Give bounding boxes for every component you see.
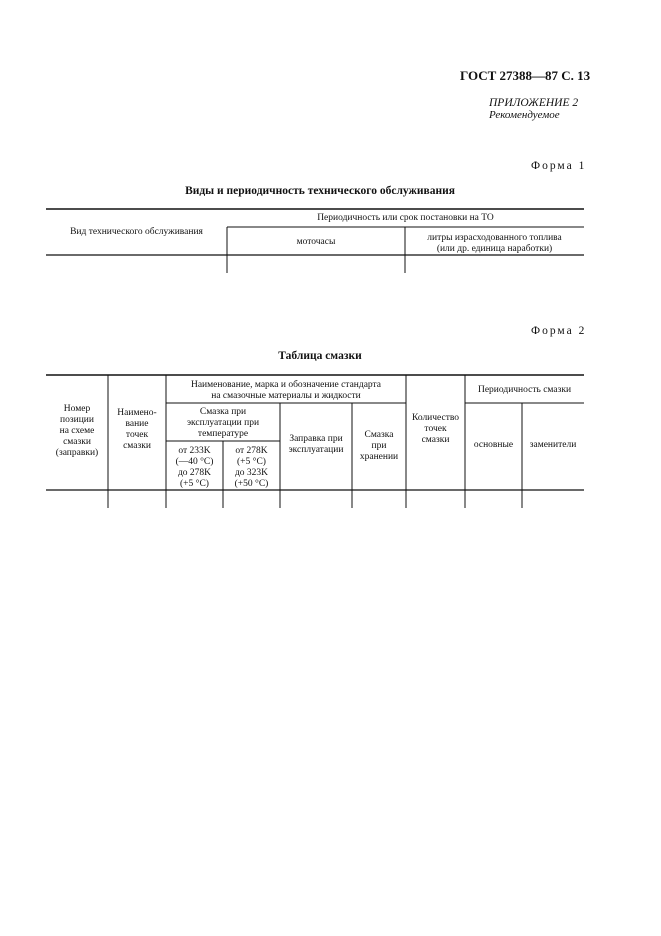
- col-substitute: заменители: [529, 440, 577, 450]
- col-operation-temp: Смазка при эксплуатации при температуре: [186, 407, 260, 439]
- col-maintenance-type: Вид технического обслуживания: [70, 227, 203, 237]
- col-storage-lubrication: Смазка при хранении: [359, 430, 399, 462]
- col-periodicity: Периодичность или срок постановки на ТО: [317, 213, 494, 223]
- col-refuel-operation: Заправка при эксплуатации: [288, 434, 344, 455]
- col-temp-high: от 278K (+5 °C) до 323K (+50 °C): [234, 446, 269, 489]
- form2-label: Форма 2: [531, 325, 587, 337]
- col-lubricant-grade: Наименование, марка и обозначение стандарта на смазочные материалы и жидкости: [190, 380, 382, 401]
- col-position-number: Номер позиции на схеме смазки (заправки): [55, 404, 99, 458]
- col-point-name: Наимено- вание точек смазки: [117, 408, 157, 451]
- form2-title: Таблица смазки: [278, 350, 362, 362]
- col-lubrication-period: Периодичность смазки: [477, 385, 572, 395]
- col-engine-hours: моточасы: [296, 237, 336, 247]
- standard-header: ГОСТ 27388—87 С. 13: [460, 68, 591, 83]
- col-point-count: Количество точек смазки: [411, 413, 460, 445]
- col-temp-low: от 233K (—40 °C) до 278K (+5 °C): [175, 446, 214, 489]
- appendix-label: ПРИЛОЖЕНИЕ 2: [489, 97, 579, 109]
- form1-title: Виды и периодичность технического обслуживания: [185, 185, 455, 197]
- appendix-status: Рекомендуемое: [489, 109, 560, 121]
- col-fuel-consumed: литры израсходованного топлива (или др. единица наработки): [427, 233, 562, 254]
- form1-label: Форма 1: [531, 160, 587, 172]
- col-main: основные: [473, 440, 514, 450]
